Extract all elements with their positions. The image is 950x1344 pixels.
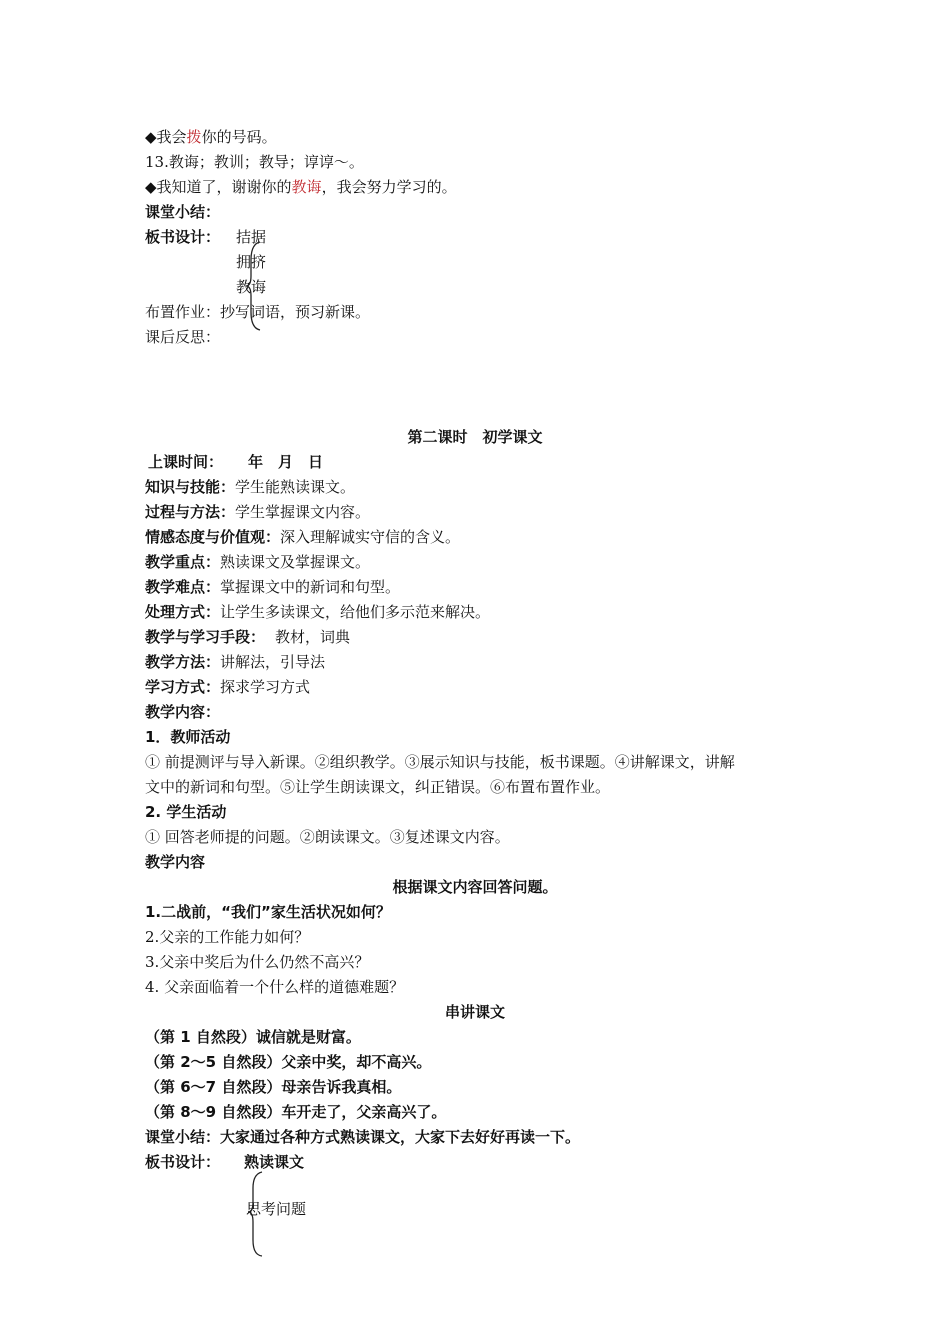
value: 掌握课文中的新词和句型。 [220,578,401,596]
content-label: 教学内容： [145,703,221,721]
paragraph-item: （第 1 自然段）诚信就是财富。 [145,1028,361,1046]
means-line [145,627,350,647]
value: 熟读课文及掌握课文。 [220,553,371,571]
value: 教材，词典 [275,628,351,646]
vocab-line-13: 13.教诲；教训；教导；谆谆～。 [145,153,364,171]
value: 学生掌握课文内容。 [235,503,371,521]
learning-line [145,677,310,697]
board-item: 思考问题 [246,1200,307,1218]
board-item: 拮据 [236,228,267,246]
board-label: 板书设计： [145,1153,221,1171]
text: ◆我会 [145,128,187,146]
paragraph-item: （第 6～7 自然段）母亲告诉我真相。 [145,1078,402,1096]
difficulty-line [145,577,400,597]
summary-label: 课堂小结： [145,203,221,221]
summary-line: 课堂小结：大家通过各种方式熟读课文，大家下去好好再读一下。 [145,1128,581,1146]
label: 教学与学习手段： [145,628,266,646]
process-line [145,502,370,522]
highlight-word: 拨 [186,128,202,146]
board-item: 拥挤 [236,253,267,271]
focus-line [145,552,370,572]
sentence-dial [145,127,277,147]
section-heading: 第二课时 初学课文 [407,428,543,446]
time-fields: 年 月 日 [248,453,324,471]
student-heading: 2. 学生活动 [145,803,227,821]
value: 讲解法，引导法 [220,653,326,671]
text: ，我会努力学习的。 [321,178,457,196]
label: 情感态度与价值观： [145,528,281,546]
label: 处理方式： [145,603,221,621]
emotion-line [145,527,460,547]
value: 让学生多读课文，给他们多示范来解决。 [220,603,491,621]
board-item: 熟读课文 [244,1153,305,1171]
label: 教学难点： [145,578,221,596]
question-item: 1.二战前，“我们”家生活状况如何？ [145,903,391,921]
question-item: 2.父亲的工作能力如何？ [145,928,310,946]
teacher-heading: 1．教师活动 [145,728,231,746]
text: 你的号码。 [201,128,277,146]
label: 教学方法： [145,653,221,671]
label: 知识与技能： [145,478,236,496]
question-item: 3.父亲中奖后为什么仍然不高兴？ [145,953,370,971]
board-label: 板书设计： [145,228,221,246]
student-line: ① 回答老师提的问题。②朗读课文。③复述课文内容。 [145,828,510,846]
value: 深入理解诚实守信的含义。 [280,528,461,546]
text: ◆我知道了，谢谢你的 [145,178,292,196]
reflection-line: 课后反思： [145,328,221,346]
knowledge-line [145,477,355,497]
time-label: 上课时间： [148,453,224,471]
paragraph-item: （第 8～9 自然段）车开走了，父亲高兴了。 [145,1103,447,1121]
teacher-line: ① 前提测评与导入新课。②组织教学。③展示知识与技能，板书课题。④讲解课文，讲解 [145,753,735,771]
content2-label: 教学内容 [145,853,206,871]
label: 过程与方法： [145,503,236,521]
question-item: 4. 父亲面临着一个什么样的道德难题？ [145,978,405,996]
value: 探求学习方式 [220,678,311,696]
value: 学生能熟读课文。 [235,478,356,496]
homework-line: 布置作业：抄写词语，预习新课。 [145,303,371,321]
label: 教学重点： [145,553,221,571]
paragraph-item: （第 2～5 自然段）父亲中奖，却不高兴。 [145,1053,432,1071]
label: 学习方式： [145,678,221,696]
highlight-word: 教诲 [291,178,322,196]
questions-heading: 根据课文内容回答问题。 [392,878,558,896]
sentence-teaching [145,177,457,197]
handling-line [145,602,490,622]
teacher-line: 文中的新词和句型。⑤让学生朗读课文，纠正错误。⑥布置布置作业。 [145,778,611,796]
method-line [145,652,325,672]
board-item: 教诲 [236,278,267,296]
explain-heading: 串讲课文 [444,1003,505,1021]
